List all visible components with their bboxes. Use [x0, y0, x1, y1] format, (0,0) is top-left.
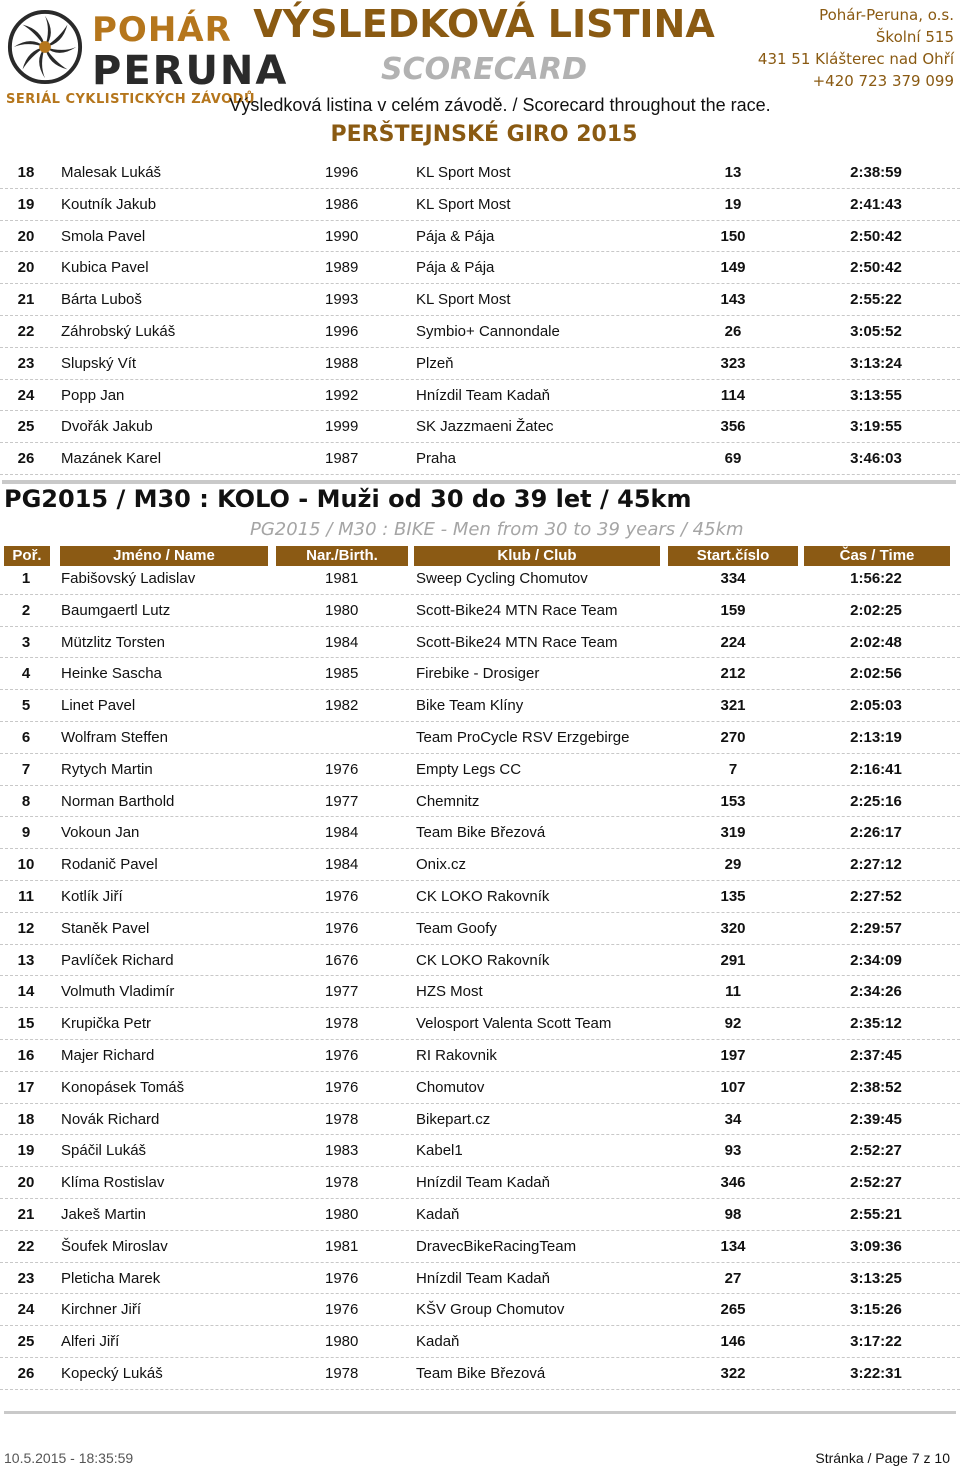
- table-row: [0, 1263, 960, 1295]
- result-time: 2:02:48: [850, 633, 902, 651]
- result-club: Kadaň: [416, 1333, 460, 1351]
- result-birth-year: 1999: [325, 418, 359, 436]
- previous-category-results: [0, 157, 960, 475]
- result-club: Empty Legs CC: [416, 760, 522, 778]
- result-club: CK LOKO Rakovník: [416, 887, 550, 905]
- result-time: 2:13:19: [850, 728, 902, 746]
- table-row: [0, 157, 960, 189]
- result-birth-year: 1980: [325, 1205, 359, 1223]
- result-name: Pleticha Marek: [61, 1269, 161, 1287]
- result-name: Kubica Pavel: [61, 259, 149, 277]
- result-start-number: 135: [720, 887, 746, 905]
- result-club: Symbio+ Cannondale: [416, 322, 560, 340]
- result-start-number: 334: [720, 570, 746, 587]
- result-time: 2:39:45: [850, 1110, 902, 1128]
- result-start-number: 146: [720, 1333, 746, 1351]
- result-club: KL Sport Most: [416, 164, 511, 181]
- result-club: Bikepart.cz: [416, 1110, 491, 1128]
- result-time: 1:56:22: [850, 570, 902, 587]
- table-row: [0, 221, 960, 253]
- result-start-number: 93: [724, 1142, 742, 1160]
- result-name: Alferi Jiří: [61, 1333, 120, 1351]
- result-club: HZS Most: [416, 983, 483, 1001]
- organizer-city: 431 51 Klášterec nad Ohří: [757, 50, 954, 68]
- result-club: SK Jazzmaeni Žatec: [416, 418, 554, 436]
- table-row: [0, 1326, 960, 1358]
- table-row: [0, 754, 960, 786]
- result-rank: 11: [18, 887, 34, 905]
- result-time: 2:38:52: [850, 1078, 902, 1096]
- result-name: Kopecký Lukáš: [61, 1364, 163, 1382]
- result-time: 3:17:22: [850, 1333, 902, 1351]
- result-birth-year: 1988: [325, 354, 359, 372]
- table-row: [0, 1231, 960, 1263]
- table-row: [0, 348, 960, 380]
- result-club: Pája & Pája: [416, 259, 495, 277]
- result-rank: 23: [17, 1269, 35, 1287]
- result-club: Chemnitz: [416, 792, 480, 810]
- result-time: 2:52:27: [850, 1174, 902, 1192]
- result-start-number: 224: [720, 633, 746, 651]
- column-header-year: Nar./Birth.: [276, 546, 408, 566]
- result-club: KŠV Group Chomutov: [416, 1301, 565, 1319]
- column-header-time: Čas / Time: [804, 546, 950, 566]
- result-start-number: 34: [724, 1110, 742, 1128]
- result-start-number: 356: [720, 418, 746, 436]
- result-rank: 15: [17, 1015, 35, 1033]
- result-rank: 6: [21, 728, 31, 746]
- result-rank: 19: [17, 1142, 35, 1160]
- result-name: Jakeš Martin: [61, 1205, 147, 1223]
- result-birth-year: 1987: [325, 450, 359, 468]
- result-name: Pavlíček Richard: [61, 951, 174, 969]
- result-club: Onix.cz: [416, 856, 467, 874]
- result-rank: 22: [17, 322, 35, 340]
- table-row: [0, 1040, 960, 1072]
- print-timestamp: 10.5.2015 - 18:35:59: [4, 1450, 134, 1466]
- result-birth-year: 1996: [325, 322, 359, 340]
- category-divider: [2, 480, 956, 484]
- result-club: Hnízdil Team Kadaň: [416, 1269, 550, 1287]
- table-row: [0, 316, 960, 348]
- result-club: Plzeň: [416, 354, 454, 372]
- result-time: 2:02:56: [850, 665, 902, 683]
- result-time: 3:09:36: [850, 1237, 902, 1255]
- result-birth-year: 1984: [325, 824, 359, 842]
- result-club: Firebike - Drosiger: [416, 665, 540, 683]
- table-row: [0, 1008, 960, 1040]
- result-rank: 10: [17, 856, 35, 874]
- result-birth-year: 1977: [325, 792, 359, 810]
- result-name: Malesak Lukáš: [61, 164, 162, 181]
- result-start-number: 27: [724, 1269, 742, 1287]
- result-name: Rodanič Pavel: [61, 856, 158, 874]
- result-club: Chomutov: [416, 1078, 485, 1096]
- result-birth-year: 1978: [325, 1174, 359, 1192]
- organizer-block: [758, 4, 954, 92]
- result-name: Staněk Pavel: [61, 919, 150, 937]
- result-rank: 17: [17, 1078, 35, 1096]
- result-club: Pája & Pája: [416, 227, 495, 245]
- result-time: 3:19:55: [850, 418, 902, 436]
- table-row: [0, 1104, 960, 1136]
- perun-star-icon: [6, 8, 84, 86]
- result-start-number: 98: [724, 1205, 742, 1223]
- document-description: Výsledková listina v celém závodě. / Scorecard throughout the race.: [229, 95, 771, 115]
- table-row: [0, 1167, 960, 1199]
- column-header-start-number: Start.číslo: [668, 546, 798, 566]
- table-row: [0, 786, 960, 818]
- result-start-number: 26: [724, 322, 742, 340]
- table-row: [0, 881, 960, 913]
- result-time: 2:52:27: [850, 1142, 902, 1160]
- result-birth-year: 1980: [325, 1333, 359, 1351]
- result-time: 2:35:12: [850, 1015, 902, 1033]
- result-start-number: 69: [724, 450, 742, 468]
- result-rank: 18: [17, 164, 35, 181]
- result-rank: 25: [17, 1333, 35, 1351]
- table-row: [0, 690, 960, 722]
- result-start-number: 13: [724, 164, 742, 181]
- result-start-number: 107: [720, 1078, 746, 1096]
- table-row: [0, 849, 960, 881]
- result-rank: 3: [21, 633, 31, 651]
- category-title: PG2015 / M30 : KOLO - Muži od 30 do 39 let / 45km: [4, 485, 692, 513]
- organizer-phone: +420 723 379 099: [812, 72, 954, 90]
- result-club: Scott-Bike24 MTN Race Team: [416, 601, 618, 619]
- result-birth-year: 1676: [325, 951, 359, 969]
- result-club: Sweep Cycling Chomutov: [416, 570, 588, 587]
- result-birth-year: 1980: [325, 601, 359, 619]
- result-birth-year: 1981: [325, 570, 359, 587]
- column-header-club: Klub / Club: [414, 546, 660, 566]
- result-birth-year: 1984: [325, 633, 359, 651]
- result-rank: 12: [17, 919, 35, 937]
- result-time: 2:38:59: [850, 164, 902, 181]
- organizer-name: Pohár-Peruna, o.s.: [819, 6, 954, 24]
- result-birth-year: 1978: [325, 1110, 359, 1128]
- result-rank: 13: [17, 951, 35, 969]
- result-time: 2:02:25: [850, 601, 902, 619]
- result-club: KL Sport Most: [416, 291, 511, 309]
- result-time: 2:16:41: [850, 760, 902, 778]
- result-start-number: 291: [720, 951, 746, 969]
- table-row: [0, 1135, 960, 1167]
- table-row: [0, 1072, 960, 1104]
- pohar-peruna-logo: [4, 4, 289, 110]
- result-time: 2:37:45: [850, 1046, 902, 1064]
- result-rank: 18: [17, 1110, 35, 1128]
- result-rank: 20: [17, 259, 35, 277]
- result-rank: 25: [17, 418, 35, 436]
- result-time: 2:29:57: [850, 919, 902, 937]
- result-club: Bike Team Klíny: [416, 697, 524, 715]
- result-start-number: 265: [720, 1301, 746, 1319]
- result-rank: 19: [17, 195, 35, 213]
- result-time: 2:27:12: [850, 856, 902, 874]
- result-birth-year: 1976: [325, 887, 359, 905]
- result-name: Šoufek Miroslav: [61, 1237, 168, 1255]
- result-rank: 22: [17, 1237, 35, 1255]
- table-row: [0, 722, 960, 754]
- result-time: 2:26:17: [850, 824, 902, 842]
- result-start-number: 346: [720, 1174, 746, 1192]
- table-row: [0, 1358, 960, 1390]
- table-row: [0, 1199, 960, 1231]
- result-start-number: 270: [720, 728, 746, 746]
- result-time: 2:34:09: [850, 951, 902, 969]
- result-name: Krupička Petr: [61, 1015, 152, 1033]
- result-time: 3:05:52: [850, 322, 902, 340]
- result-club: KL Sport Most: [416, 195, 511, 213]
- table-row: [0, 563, 960, 595]
- result-time: 3:22:31: [850, 1364, 902, 1382]
- result-birth-year: 1978: [325, 1364, 359, 1382]
- result-start-number: 150: [720, 227, 746, 245]
- result-name: Rytych Martin: [61, 760, 153, 778]
- result-birth-year: 1989: [325, 259, 359, 277]
- result-name: Wolfram Steffen: [61, 728, 168, 746]
- result-start-number: 159: [720, 601, 746, 619]
- result-name: Záhrobský Lukáš: [61, 322, 176, 340]
- column-header-name: Jméno / Name: [60, 546, 268, 566]
- result-club: Team Bike Březová: [416, 1364, 546, 1382]
- result-start-number: 321: [720, 697, 746, 715]
- result-start-number: 114: [720, 386, 746, 404]
- result-birth-year: 1992: [325, 386, 359, 404]
- result-rank: 21: [17, 1205, 35, 1223]
- category-results: [0, 563, 960, 1390]
- result-birth-year: 1976: [325, 1046, 359, 1064]
- result-time: 3:46:03: [850, 450, 902, 468]
- table-row: [0, 252, 960, 284]
- result-rank: 16: [17, 1046, 35, 1064]
- result-name: Vokoun Jan: [61, 824, 140, 842]
- result-time: 2:41:43: [850, 195, 902, 213]
- result-rank: 26: [17, 450, 35, 468]
- result-birth-year: 1976: [325, 919, 359, 937]
- result-start-number: 7: [728, 760, 738, 778]
- result-name: Klíma Rostislav: [61, 1174, 165, 1192]
- result-name: Koutník Jakub: [61, 195, 157, 213]
- result-name: Popp Jan: [61, 386, 125, 404]
- result-start-number: 212: [720, 665, 746, 683]
- result-name: Bárta Luboš: [61, 291, 142, 309]
- result-rank: 20: [17, 1174, 35, 1192]
- result-club: Hnízdil Team Kadaň: [416, 1174, 550, 1192]
- page-number: Stránka / Page 7 z 10: [815, 1450, 950, 1466]
- table-row: [0, 627, 960, 659]
- result-name: Konopásek Tomáš: [61, 1078, 185, 1096]
- table-row: [0, 380, 960, 412]
- result-rank: 4: [21, 665, 31, 683]
- result-club: Praha: [416, 450, 457, 468]
- result-time: 3:15:26: [850, 1301, 902, 1319]
- result-club: Team ProCycle RSV Erzgebirge: [416, 728, 630, 746]
- table-row: [0, 658, 960, 690]
- result-rank: 24: [17, 1301, 35, 1319]
- result-name: Kirchner Jiří: [61, 1301, 142, 1319]
- result-birth-year: 1983: [325, 1142, 359, 1160]
- table-row: [0, 1294, 960, 1326]
- result-birth-year: 1976: [325, 1269, 359, 1287]
- result-club: Team Goofy: [416, 919, 497, 937]
- result-name: Majer Richard: [61, 1046, 155, 1064]
- result-time: 2:34:26: [850, 983, 902, 1001]
- result-name: Kotlík Jiří: [61, 887, 123, 905]
- result-start-number: 149: [720, 259, 746, 277]
- result-start-number: 92: [724, 1015, 742, 1033]
- result-name: Linet Pavel: [61, 697, 136, 715]
- result-club: Scott-Bike24 MTN Race Team: [416, 633, 618, 651]
- result-start-number: 322: [720, 1364, 746, 1382]
- result-rank: 1: [21, 570, 31, 587]
- result-rank: 14: [17, 983, 35, 1001]
- result-start-number: 323: [720, 354, 746, 372]
- logo-word-peruna: PERUNA: [92, 48, 289, 94]
- table-row: [0, 189, 960, 221]
- result-start-number: 11: [725, 983, 741, 1001]
- table-row: [0, 595, 960, 627]
- result-name: Spáčil Lukáš: [61, 1142, 147, 1160]
- result-time: 3:13:24: [850, 354, 902, 372]
- result-birth-year: 1978: [325, 1015, 359, 1033]
- result-birth-year: 1982: [325, 697, 359, 715]
- result-birth-year: 1986: [325, 195, 359, 213]
- result-birth-year: 1985: [325, 665, 359, 683]
- table-row: [0, 443, 960, 475]
- result-birth-year: 1976: [325, 1078, 359, 1096]
- result-rank: 20: [17, 227, 35, 245]
- result-start-number: 134: [720, 1237, 746, 1255]
- result-club: Kabel1: [416, 1142, 463, 1160]
- footer-divider: [4, 1411, 956, 1414]
- result-start-number: 320: [720, 919, 746, 937]
- result-name: Baumgaertl Lutz: [61, 601, 171, 619]
- result-club: Velosport Valenta Scott Team: [416, 1015, 612, 1033]
- result-start-number: 319: [720, 824, 746, 842]
- result-rank: 26: [17, 1364, 35, 1382]
- column-header-rank: Poř.: [4, 546, 50, 566]
- result-time: 2:05:03: [850, 697, 902, 715]
- document-subtitle: SCORECARD: [381, 52, 587, 87]
- result-birth-year: 1993: [325, 291, 359, 309]
- result-club: Team Bike Březová: [416, 824, 546, 842]
- result-rank: 8: [21, 792, 31, 810]
- result-name: Heinke Sascha: [61, 665, 162, 683]
- result-time: 3:13:25: [850, 1269, 902, 1287]
- result-club: Hnízdil Team Kadaň: [416, 386, 550, 404]
- organizer-street: Školní 515: [875, 28, 954, 46]
- result-time: 2:50:42: [850, 227, 902, 245]
- result-rank: 9: [21, 824, 31, 842]
- result-name: Smola Pavel: [61, 227, 146, 245]
- result-time: 2:55:21: [850, 1205, 902, 1223]
- result-time: 2:25:16: [850, 792, 902, 810]
- result-time: 2:27:52: [850, 887, 902, 905]
- result-club: DravecBikeRacingTeam: [416, 1237, 577, 1255]
- result-rank: 5: [21, 697, 31, 715]
- result-name: Mützlitz Torsten: [61, 633, 165, 651]
- result-name: Fabišovský Ladislav: [61, 570, 196, 587]
- result-time: 2:50:42: [850, 259, 902, 277]
- result-rank: 24: [17, 386, 35, 404]
- result-rank: 21: [17, 291, 35, 309]
- result-name: Volmuth Vladimír: [61, 983, 175, 1001]
- result-birth-year: 1990: [325, 227, 359, 245]
- category-subtitle: PG2015 / M30 : BIKE - Men from 30 to 39 years / 45km: [250, 519, 744, 540]
- table-row: [0, 913, 960, 945]
- result-name: Mazánek Karel: [61, 450, 162, 468]
- result-time: 2:55:22: [850, 291, 902, 309]
- result-club: Kadaň: [416, 1205, 460, 1223]
- table-row: [0, 817, 960, 849]
- result-birth-year: 1976: [325, 760, 359, 778]
- result-rank: 7: [21, 760, 31, 778]
- result-rank: 23: [17, 354, 35, 372]
- race-name: PERŠTEJNSKÉ GIRO 2015: [330, 122, 638, 147]
- result-start-number: 143: [720, 291, 746, 309]
- result-time: 3:13:55: [850, 386, 902, 404]
- result-birth-year: 1996: [325, 164, 359, 181]
- table-row: [0, 945, 960, 977]
- result-start-number: 197: [720, 1046, 746, 1064]
- logo-word-pohar: POHÁR: [92, 10, 232, 50]
- result-name: Novák Richard: [61, 1110, 160, 1128]
- result-birth-year: 1981: [325, 1237, 359, 1255]
- table-row: [0, 976, 960, 1008]
- table-row: [0, 284, 960, 316]
- document-title: VÝSLEDKOVÁ LISTINA: [253, 2, 715, 46]
- table-row: [0, 411, 960, 443]
- logo-tagline: SERIÁL CYKLISTICKÝCH ZÁVODŮ: [6, 92, 256, 107]
- result-name: Dvořák Jakub: [61, 418, 153, 436]
- result-birth-year: 1984: [325, 856, 359, 874]
- result-start-number: 29: [724, 856, 742, 874]
- result-rank: 2: [21, 601, 31, 619]
- result-name: Slupský Vít: [61, 354, 137, 372]
- result-start-number: 153: [720, 792, 746, 810]
- result-birth-year: 1977: [325, 983, 359, 1001]
- result-start-number: 19: [724, 195, 742, 213]
- result-name: Norman Barthold: [61, 792, 175, 810]
- result-club: RI Rakovnik: [416, 1046, 497, 1064]
- result-birth-year: 1976: [325, 1301, 359, 1319]
- result-club: CK LOKO Rakovník: [416, 951, 550, 969]
